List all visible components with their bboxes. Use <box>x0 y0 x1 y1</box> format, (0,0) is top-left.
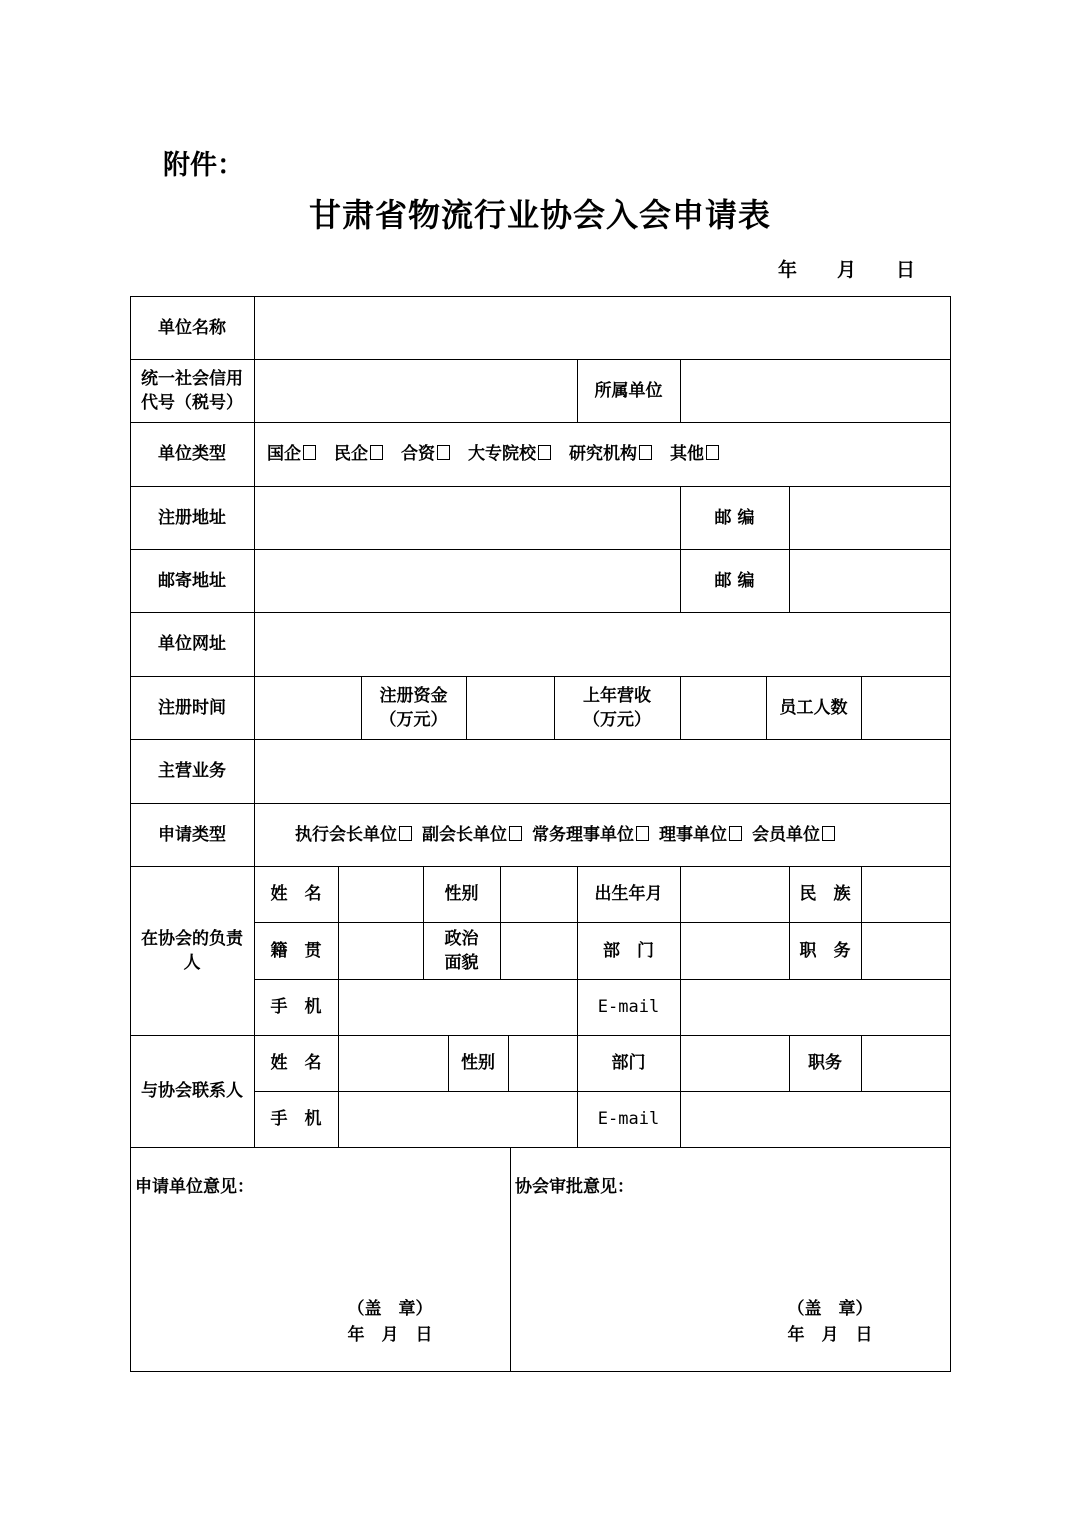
contact-person-label: 与协会联系人 <box>141 1081 243 1101</box>
apply-type-option[interactable] <box>659 823 742 847</box>
unit-name-label: 单位名称 <box>158 317 226 338</box>
apply-type-option-label: 执行会长单位 <box>295 824 397 845</box>
resp-name-label: 姓 名 <box>270 884 322 904</box>
association-seal-date: 年 月 日 <box>787 1325 873 1345</box>
unit-type-option[interactable] <box>670 442 719 466</box>
apply-type-option-label: 副会长单位 <box>422 824 507 845</box>
checkbox-icon[interactable] <box>639 445 652 460</box>
resp-ethnicity-field[interactable] <box>862 867 950 922</box>
reg-time-label: 注册时间 <box>158 697 226 718</box>
contact-mobile-label: 手 机 <box>270 1109 322 1129</box>
mail-postcode-label: 邮 编 <box>714 570 755 591</box>
resp-political-label-line2: 面貌 <box>444 952 479 973</box>
unit-type-option[interactable] <box>401 442 450 466</box>
resp-gender-label: 性别 <box>444 884 479 904</box>
resp-birth-label: 出生年月 <box>594 884 663 904</box>
apply-type-option[interactable] <box>422 823 522 847</box>
association-stamp <box>770 1296 890 1348</box>
unit-type-option-label: 其他 <box>670 444 704 464</box>
unit-type-label: 单位类型 <box>158 444 226 464</box>
apply-type-option[interactable] <box>295 823 412 847</box>
resp-gender-field[interactable] <box>501 867 577 922</box>
website-field[interactable] <box>255 613 950 676</box>
resp-position-field[interactable] <box>862 923 950 979</box>
applicant-opinion-label: 申请单位意见： <box>135 1177 254 1197</box>
unit-type-option-label: 民企 <box>334 444 368 464</box>
unit-type-option-label: 国企 <box>267 444 301 464</box>
checkbox-icon[interactable] <box>509 826 522 841</box>
unit-type-option[interactable] <box>334 442 383 466</box>
resp-mobile-field[interactable] <box>339 980 577 1035</box>
unit-type-option-label: 合资 <box>401 444 435 464</box>
mail-address-field[interactable] <box>255 550 680 612</box>
main-business-label: 主营业务 <box>158 761 226 781</box>
checkbox-icon[interactable] <box>636 826 649 841</box>
last-revenue-field[interactable] <box>681 677 766 739</box>
last-revenue-label-line2: （万元） <box>583 709 651 730</box>
last-revenue-label-line1: 上年营收 <box>583 685 651 706</box>
reg-address-field[interactable] <box>255 487 680 549</box>
unit-type-options <box>267 422 950 486</box>
checkbox-icon[interactable] <box>538 445 551 460</box>
apply-type-option-label: 常务理事单位 <box>532 824 634 845</box>
applicant-stamp <box>330 1296 450 1348</box>
attachment-label: 附件： <box>163 150 244 181</box>
employees-label: 员工人数 <box>779 697 848 718</box>
credit-code-label <box>130 359 254 422</box>
reg-time-field[interactable] <box>255 677 361 739</box>
contact-email-field[interactable] <box>681 1092 950 1147</box>
checkbox-icon[interactable] <box>729 826 742 841</box>
association-opinion-label: 协会审批意见： <box>515 1177 634 1197</box>
contact-position-label: 职务 <box>808 1053 842 1073</box>
contact-name-label: 姓 名 <box>270 1053 322 1073</box>
responsible-person-label-line2: 人 <box>183 952 201 973</box>
reg-capital-label <box>361 676 466 739</box>
contact-gender-label: 性别 <box>461 1053 495 1073</box>
unit-type-option-label: 大专院校 <box>468 444 536 464</box>
reg-capital-field[interactable] <box>467 677 554 739</box>
employees-field[interactable] <box>862 677 950 739</box>
unit-type-option[interactable] <box>267 442 316 466</box>
apply-type-option[interactable] <box>752 823 835 847</box>
date-month: 月 <box>837 259 857 281</box>
affiliated-unit-label: 所属单位 <box>594 380 663 401</box>
checkbox-icon[interactable] <box>437 445 450 460</box>
resp-email-field[interactable] <box>681 980 950 1035</box>
association-seal: （盖 章） <box>787 1299 873 1319</box>
application-form-table <box>130 296 951 1372</box>
contact-department-field[interactable] <box>681 1036 789 1091</box>
checkbox-icon[interactable] <box>822 826 835 841</box>
main-business-field[interactable] <box>255 740 950 803</box>
checkbox-icon[interactable] <box>370 445 383 460</box>
credit-code-label-line2: 代号（税号） <box>141 392 243 413</box>
website-label: 单位网址 <box>158 634 226 654</box>
resp-birth-field[interactable] <box>681 867 789 922</box>
contact-name-field[interactable] <box>339 1036 448 1091</box>
header-date <box>778 255 915 282</box>
unit-type-option[interactable] <box>569 442 652 466</box>
responsible-person-label <box>130 866 254 1035</box>
mail-postcode-field[interactable] <box>790 550 950 612</box>
contact-gender-field[interactable] <box>509 1036 577 1091</box>
contact-email-label: E-mail <box>597 1109 660 1129</box>
apply-type-label: 申请类型 <box>158 824 226 845</box>
last-revenue-label <box>554 676 680 739</box>
resp-political-field[interactable] <box>501 923 577 979</box>
apply-type-option-label: 会员单位 <box>752 824 820 845</box>
unit-name-field[interactable] <box>255 296 950 359</box>
unit-type-option-label: 研究机构 <box>569 444 637 464</box>
resp-native-place-field[interactable] <box>339 923 423 979</box>
apply-type-options <box>295 803 950 866</box>
unit-type-option[interactable] <box>468 442 551 466</box>
checkbox-icon[interactable] <box>303 445 316 460</box>
page-title: 甘肃省物流行业协会入会申请表 <box>308 196 771 234</box>
applicant-seal: （盖 章） <box>347 1299 433 1319</box>
resp-ethnicity-label: 民 族 <box>799 884 851 904</box>
resp-position-label: 职 务 <box>799 940 851 961</box>
reg-postcode-field[interactable] <box>790 487 950 549</box>
resp-political-label-line1: 政治 <box>444 928 479 949</box>
date-day: 日 <box>896 259 916 281</box>
checkbox-icon[interactable] <box>399 826 412 841</box>
reg-postcode-label: 邮 编 <box>714 507 755 528</box>
resp-department-field[interactable] <box>681 923 789 979</box>
apply-type-option-label: 理事单位 <box>659 824 727 845</box>
date-year: 年 <box>778 259 798 281</box>
resp-department-label: 部 门 <box>603 940 654 961</box>
affiliated-unit-field[interactable] <box>681 360 950 422</box>
credit-code-label-line1: 统一社会信用 <box>141 368 243 389</box>
applicant-seal-date: 年 月 日 <box>347 1325 433 1345</box>
reg-capital-label-line2: （万元） <box>379 709 448 730</box>
reg-address-label: 注册地址 <box>158 507 226 528</box>
resp-native-place-label: 籍 贯 <box>270 940 322 961</box>
credit-code-field[interactable] <box>255 360 577 422</box>
resp-name-field[interactable] <box>339 867 423 922</box>
apply-type-option[interactable] <box>532 823 649 847</box>
contact-mobile-field[interactable] <box>339 1092 577 1147</box>
checkbox-icon[interactable] <box>706 445 719 460</box>
resp-mobile-label: 手 机 <box>270 997 322 1017</box>
responsible-person-label-line1: 在协会的负责 <box>141 928 243 949</box>
reg-capital-label-line1: 注册资金 <box>379 685 448 706</box>
mail-address-label: 邮寄地址 <box>158 570 226 591</box>
contact-department-label: 部门 <box>611 1053 646 1073</box>
resp-email-label: E-mail <box>597 997 660 1017</box>
contact-position-field[interactable] <box>862 1036 950 1091</box>
resp-political-label <box>423 922 500 979</box>
